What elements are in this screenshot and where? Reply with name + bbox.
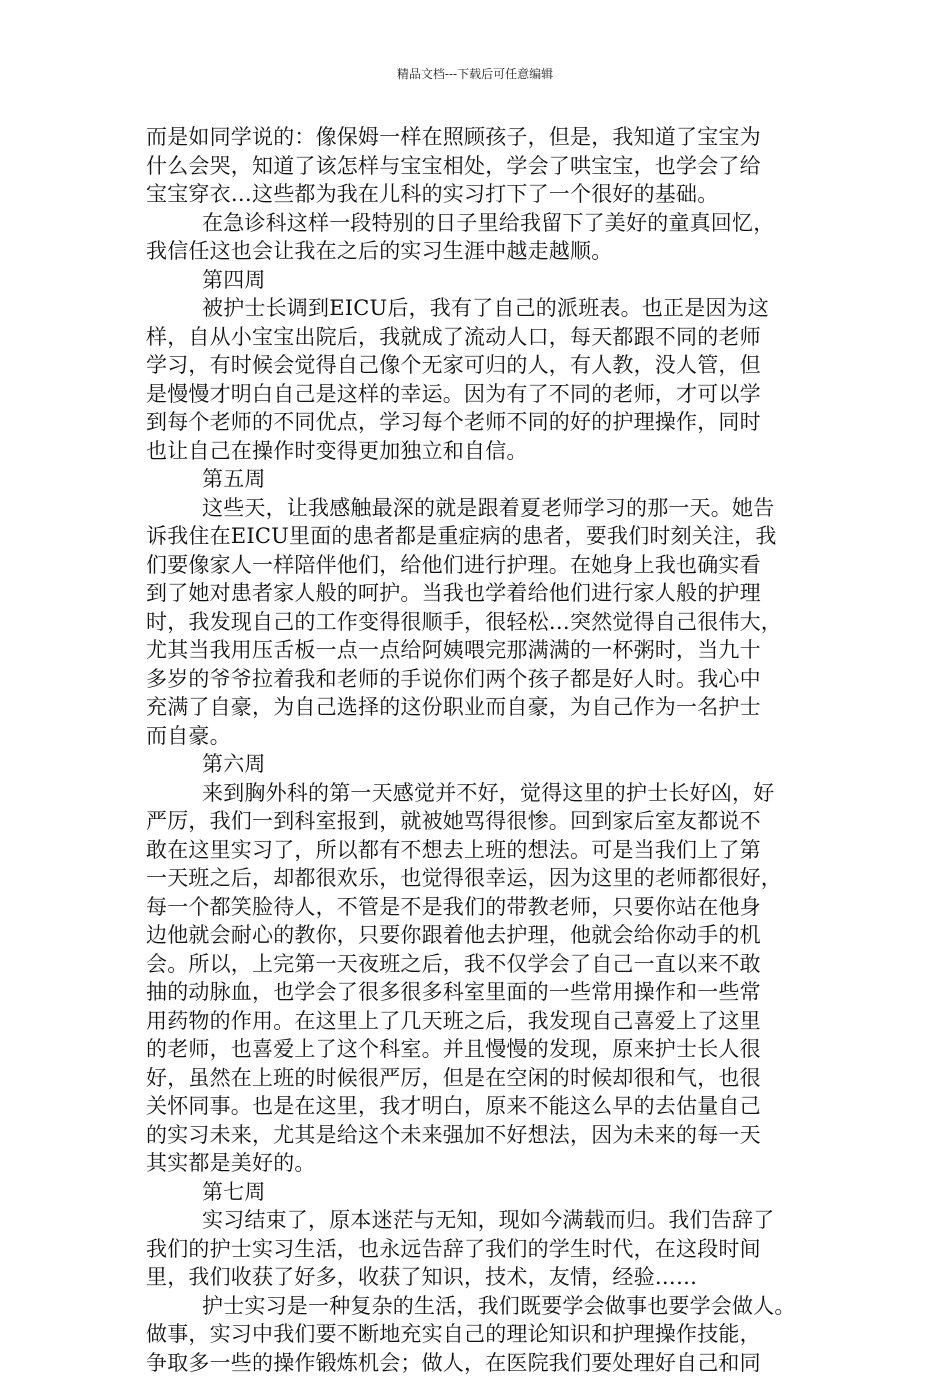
text-line: 也让自己在操作时变得更加独立和自信。 [146,437,816,466]
text-line: 什么会哭，知道了该怎样与宝宝相处，学会了哄宝宝，也学会了给 [146,152,816,181]
text-line: 敢在这里实习了，所以都有不想去上班的想法。可是当我们上了第 [146,836,816,865]
paragraph-start-line: 第五周 [146,465,816,494]
text-line: 的实习未来，尤其是给这个未来强加不好想法，因为未来的每一天 [146,1121,816,1150]
text-line: 其实都是美好的。 [146,1149,816,1178]
paragraph-start-line: 第四周 [146,266,816,295]
document-body [146,123,816,1377]
text-line: 会。所以，上完第一天夜班之后，我不仅学会了自己一直以来不敢 [146,950,816,979]
text-line: 争取多一些的操作锻炼机会；做人，在医院我们要处理好自己和同 [146,1349,816,1377]
paragraph-start-line: 被护士长调到EICU后，我有了自己的派班表。也正是因为这 [146,294,816,323]
text-line: 时，我发现自己的工作变得很顺手，很轻松…突然觉得自己很伟大， [146,608,816,637]
text-line: 充满了自豪，为自己选择的这份职业而自豪，为自己作为一名护士 [146,693,816,722]
text-line: 每一个都笑脸待人，不管是不是我们的带教老师，只要你站在他身 [146,893,816,922]
text-line: 关怀同事。也是在这里，我才明白，原来不能这么早的去估量自己 [146,1092,816,1121]
paragraph-start-line: 在急诊科这样一段特别的日子里给我留下了美好的童真回忆， [146,209,816,238]
text-line: 到每个老师的不同优点，学习每个老师不同的好的护理操作，同时 [146,408,816,437]
text-line: 一天班之后，却都很欢乐，也觉得很幸运，因为这里的老师都很好， [146,864,816,893]
text-line: 我们的护士实习生活，也永远告辞了我们的学生时代，在这段时间 [146,1235,816,1264]
text-line: 的老师，也喜爱上了这个科室。并且慢慢的发现，原来护士长人很 [146,1035,816,1064]
text-line: 好，虽然在上班的时候很严厉，但是在空闲的时候却很和气，也很 [146,1064,816,1093]
text-line: 而自豪。 [146,722,816,751]
text-line: 做事，实习中我们要不断地充实自己的理论知识和护理操作技能， [146,1320,816,1349]
text-line: 到了她对患者家人般的呵护。当我也学着给他们进行家人般的护理 [146,579,816,608]
paragraph-start-line: 这些天，让我感触最深的就是跟着夏老师学习的那一天。她告 [146,494,816,523]
text-line: 样，自从小宝宝出院后，我就成了流动人口，每天都跟不同的老师 [146,323,816,352]
paragraph-start-line: 实习结束了，原本迷茫与无知，现如今满载而归。我们告辞了 [146,1206,816,1235]
page-header: 精品文档---下载后可任意编辑 [0,66,950,82]
text-line: 尤其当我用压舌板一点一点给阿姨喂完那满满的一杯粥时，当九十 [146,636,816,665]
text-line: 我信任这也会让我在之后的实习生涯中越走越顺。 [146,237,816,266]
text-line: 们要像家人一样陪伴他们，给他们进行护理。在她身上我也确实看 [146,551,816,580]
text-line: 里，我们收获了好多，收获了知识，技术，友情，经验…… [146,1263,816,1292]
paragraph-start-line: 第七周 [146,1178,816,1207]
paragraph-start-line: 第六周 [146,750,816,779]
text-line: 边他就会耐心的教你，只要你跟着他去护理，他就会给你动手的机 [146,921,816,950]
text-line: 学习，有时候会觉得自己像个无家可归的人，有人教，没人管，但 [146,351,816,380]
paragraph-start-line: 护士实习是一种复杂的生活，我们既要学会做事也要学会做人。 [146,1292,816,1321]
text-line: 诉我住在EICU里面的患者都是重症病的患者，要我们时刻关注，我 [146,522,816,551]
paragraph-start-line: 来到胸外科的第一天感觉并不好，觉得这里的护士长好凶，好 [146,779,816,808]
text-line: 用药物的作用。在这里上了几天班之后，我发现自己喜爱上了这里 [146,1007,816,1036]
text-line: 抽的动脉血，也学会了很多很多科室里面的一些常用操作和一些常 [146,978,816,1007]
text-line: 多岁的爷爷拉着我和老师的手说你们两个孩子都是好人时。我心中 [146,665,816,694]
text-line: 而是如同学说的：像保姆一样在照顾孩子，但是，我知道了宝宝为 [146,123,816,152]
text-line: 严厉，我们一到科室报到，就被她骂得很惨。回到家后室友都说不 [146,807,816,836]
text-line: 宝宝穿衣…这些都为我在儿科的实习打下了一个很好的基础。 [146,180,816,209]
text-line: 是慢慢才明白自己是这样的幸运。因为有了不同的老师，才可以学 [146,380,816,409]
